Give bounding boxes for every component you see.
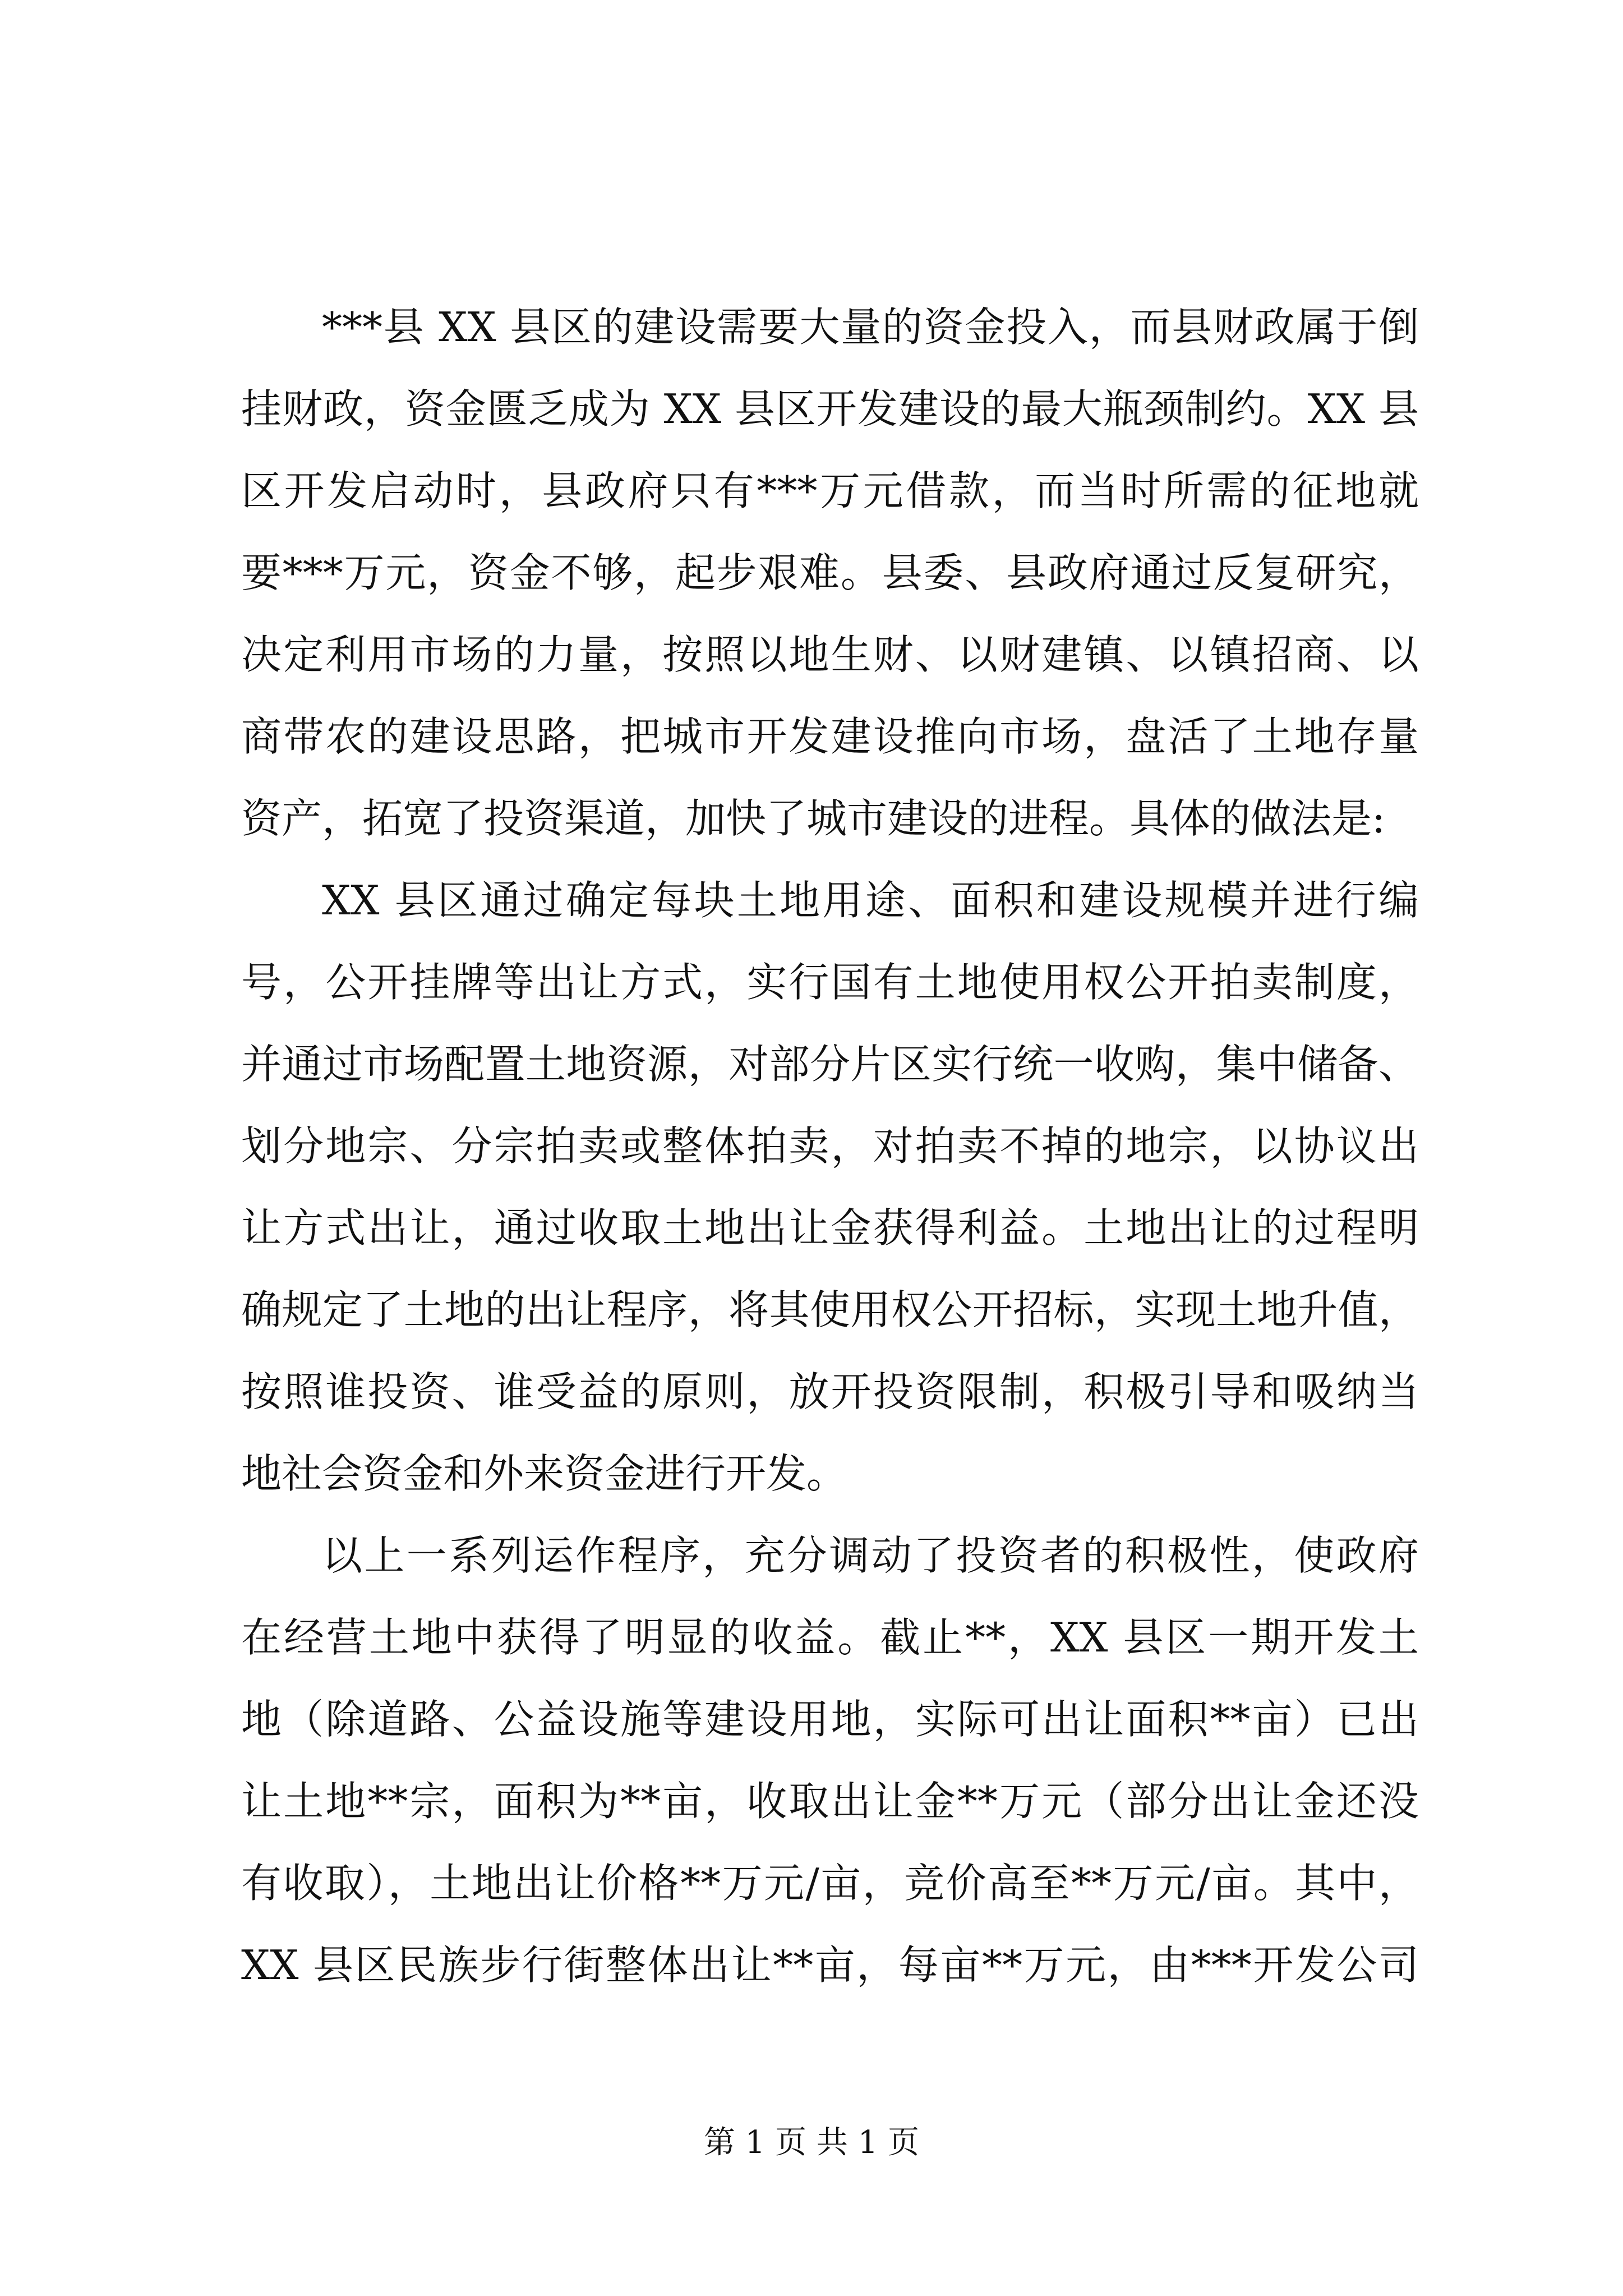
page-number: 第 1 页 共 1 页 [703,2124,920,2161]
text-line: 让方式出让，通过收取土地出让金获得利益。土地出让的过程明 [241,1204,1419,1251]
text-line: 资产，拓宽了投资渠道，加快了城市建设的进程。具体的做法是: [241,795,1386,842]
text-line: 在经营土地中获得了明显的收益。截止**，XX 县区一期开发土 [241,1614,1419,1661]
text-line: ***县 XX 县区的建设需要大量的资金投入，而县财政属于倒 [322,303,1419,351]
text-line: 按照谁投资、谁受益的原则，放开投资限制，积极引导和吸纳当 [241,1368,1419,1415]
text-line: 商带农的建设思路，把城市开发建设推向市场，盘活了土地存量 [241,713,1419,760]
text-line: XX 县区民族步行街整体出让**亩，每亩**万元，由***开发公司 [241,1941,1419,1989]
text-line: 决定利用市场的力量，按照以地生财、以财建镇、以镇招商、以 [241,631,1419,678]
text-line: 让土地**宗，面积为**亩，收取出让金**万元（部分出让金还没 [241,1778,1419,1825]
text-line: 有收取），土地出让价格**万元/亩，竞价高至**万元/亩。其中， [241,1860,1419,1907]
text-line: 挂财政，资金匮乏成为 XX 县区开发建设的最大瓶颈制约。XX 县 [241,385,1419,432]
text-line: 地（除道路、公益设施等建设用地，实际可出让面积**亩）已出 [241,1696,1419,1743]
body-text [241,286,1419,2006]
page-footer [0,2120,1623,2165]
text-line: 并通过市场配置土地资源，对部分片区实行统一收购，集中储备、 [241,1041,1419,1088]
text-line: 要***万元，资金不够，起步艰难。县委、县政府通过反复研究， [241,549,1419,596]
text-line: 地社会资金和外来资金进行开发。 [241,1450,847,1497]
text-line: 确规定了土地的出让程序，将其使用权公开招标，实现土地升值， [241,1286,1419,1333]
text-line: XX 县区通过确定每块土地用途、面积和建设规模并进行编 [322,877,1419,924]
text-line: 区开发启动时，县政府只有***万元借款，而当时所需的征地就 [241,467,1419,514]
text-line: 以上一系列运作程序，充分调动了投资者的积极性，使政府 [322,1532,1419,1579]
text-line: 划分地宗、分宗拍卖或整体拍卖，对拍卖不掉的地宗，以协议出 [241,1122,1419,1170]
text-line: 号，公开挂牌等出让方式，实行国有土地使用权公开拍卖制度， [241,959,1419,1006]
